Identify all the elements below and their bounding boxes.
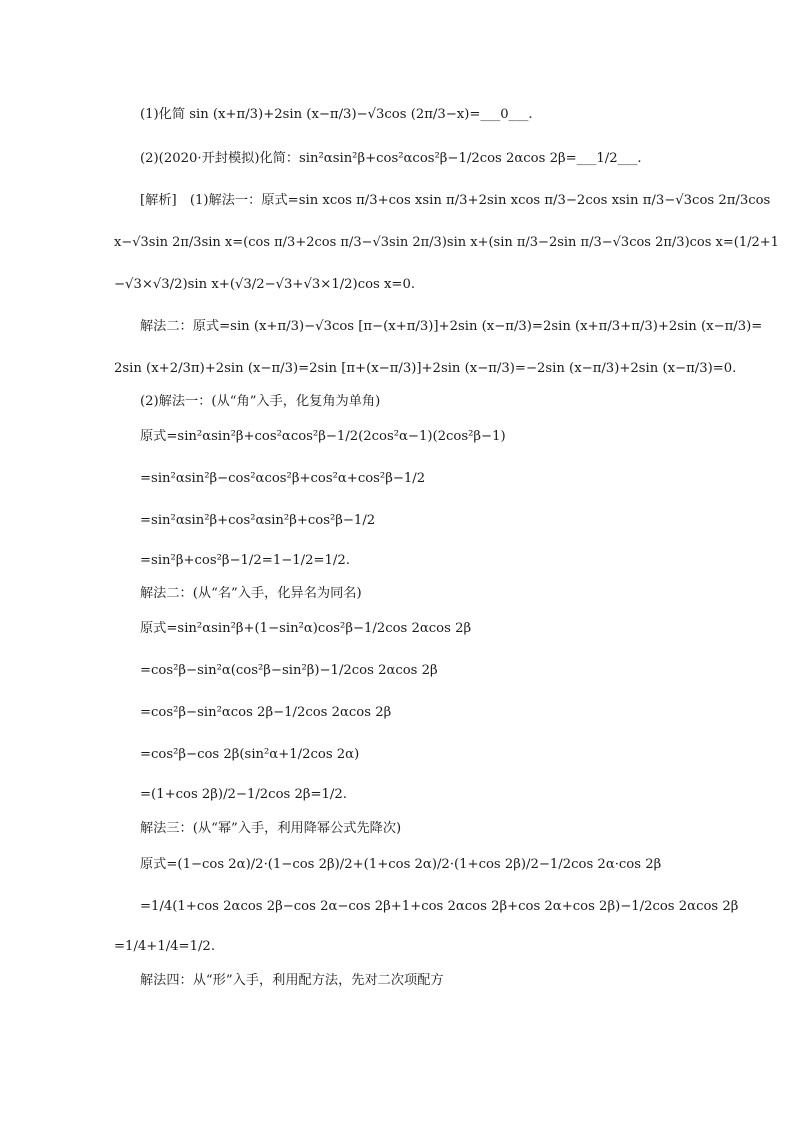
- equation-line: =1/4+1/4=1/2.: [114, 939, 216, 954]
- equation-line: =cos²β−cos 2β(sin²α+1/2cos 2α): [140, 747, 360, 762]
- solution-1-line-2: x−√3sin 2π/3sin x=(cos π/3+2cos π/3−√3sin 2π/3)sin x+(sin π/3−2sin π/3−√3cos 2π/3)cos x=(1/2+1: [114, 235, 779, 250]
- method-heading: (2)解法一：(从“角”入手，化复角为单角): [140, 394, 381, 409]
- method-heading: 解法四：从“形”入手，利用配方法，先对二次项配方: [140, 973, 444, 988]
- equation-line: =sin²αsin²β−cos²αcos²β+cos²α+cos²β−1/2: [140, 471, 426, 486]
- problem-2: (2)(2020·开封模拟)化简：sin²αsin²β+cos²αcos²β−1/2cos 2αcos 2β=___1/2___.: [140, 151, 642, 166]
- equation-line: 原式=sin²αsin²β+cos²αcos²β−1/2(2cos²α−1)(2cos²β−1): [140, 429, 506, 444]
- solution-1b-line-2: 2sin (x+2/3π)+2sin (x−π/3)=2sin [π+(x−π/3)]+2sin (x−π/3)=−2sin (x−π/3)+2sin (x−π/3)=0.: [114, 361, 737, 376]
- equation-line: =(1+cos 2β)/2−1/2cos 2β=1/2.: [140, 787, 347, 802]
- solution-1-line-1: [解析] (1)解法一：原式=sin xcos π/3+cos xsin π/3+2sin xcos π/3−2cos xsin π/3−√3cos 2π/3cos: [140, 193, 771, 208]
- equation-line: 原式=sin²αsin²β+(1−sin²α)cos²β−1/2cos 2αcos 2β: [140, 621, 472, 636]
- solution-1-line-3: −√3×√3/2)sin x+(√3/2−√3+√3×1/2)cos x=0.: [114, 277, 416, 292]
- method-heading: 解法二：(从“名”入手，化异名为同名): [140, 586, 362, 601]
- solution-1b-line-1: 解法二：原式=sin (x+π/3)−√3cos [π−(x+π/3)]+2sin (x−π/3)=2sin (x+π/3+π/3)+2sin (x−π/3)=: [140, 319, 763, 334]
- equation-line: =sin²β+cos²β−1/2=1−1/2=1/2.: [140, 553, 350, 568]
- equation-line: =1/4(1+cos 2αcos 2β−cos 2α−cos 2β+1+cos 2αcos 2β+cos 2α+cos 2β)−1/2cos 2αcos 2β: [140, 899, 739, 914]
- method-heading: 解法三：(从“幂”入手，利用降幂公式先降次): [140, 821, 402, 836]
- equation-line: =sin²αsin²β+cos²αsin²β+cos²β−1/2: [140, 513, 376, 528]
- equation-line: =cos²β−sin²α(cos²β−sin²β)−1/2cos 2αcos 2β: [140, 663, 438, 678]
- equation-line: 原式=(1−cos 2α)/2·(1−cos 2β)/2+(1+cos 2α)/2·(1+cos 2β)/2−1/2cos 2α·cos 2β: [140, 857, 662, 872]
- equation-line: =cos²β−sin²αcos 2β−1/2cos 2αcos 2β: [140, 705, 392, 720]
- problem-1: (1)化简 sin (x+π/3)+2sin (x−π/3)−√3cos (2π/3−x)=___0___.: [140, 107, 533, 122]
